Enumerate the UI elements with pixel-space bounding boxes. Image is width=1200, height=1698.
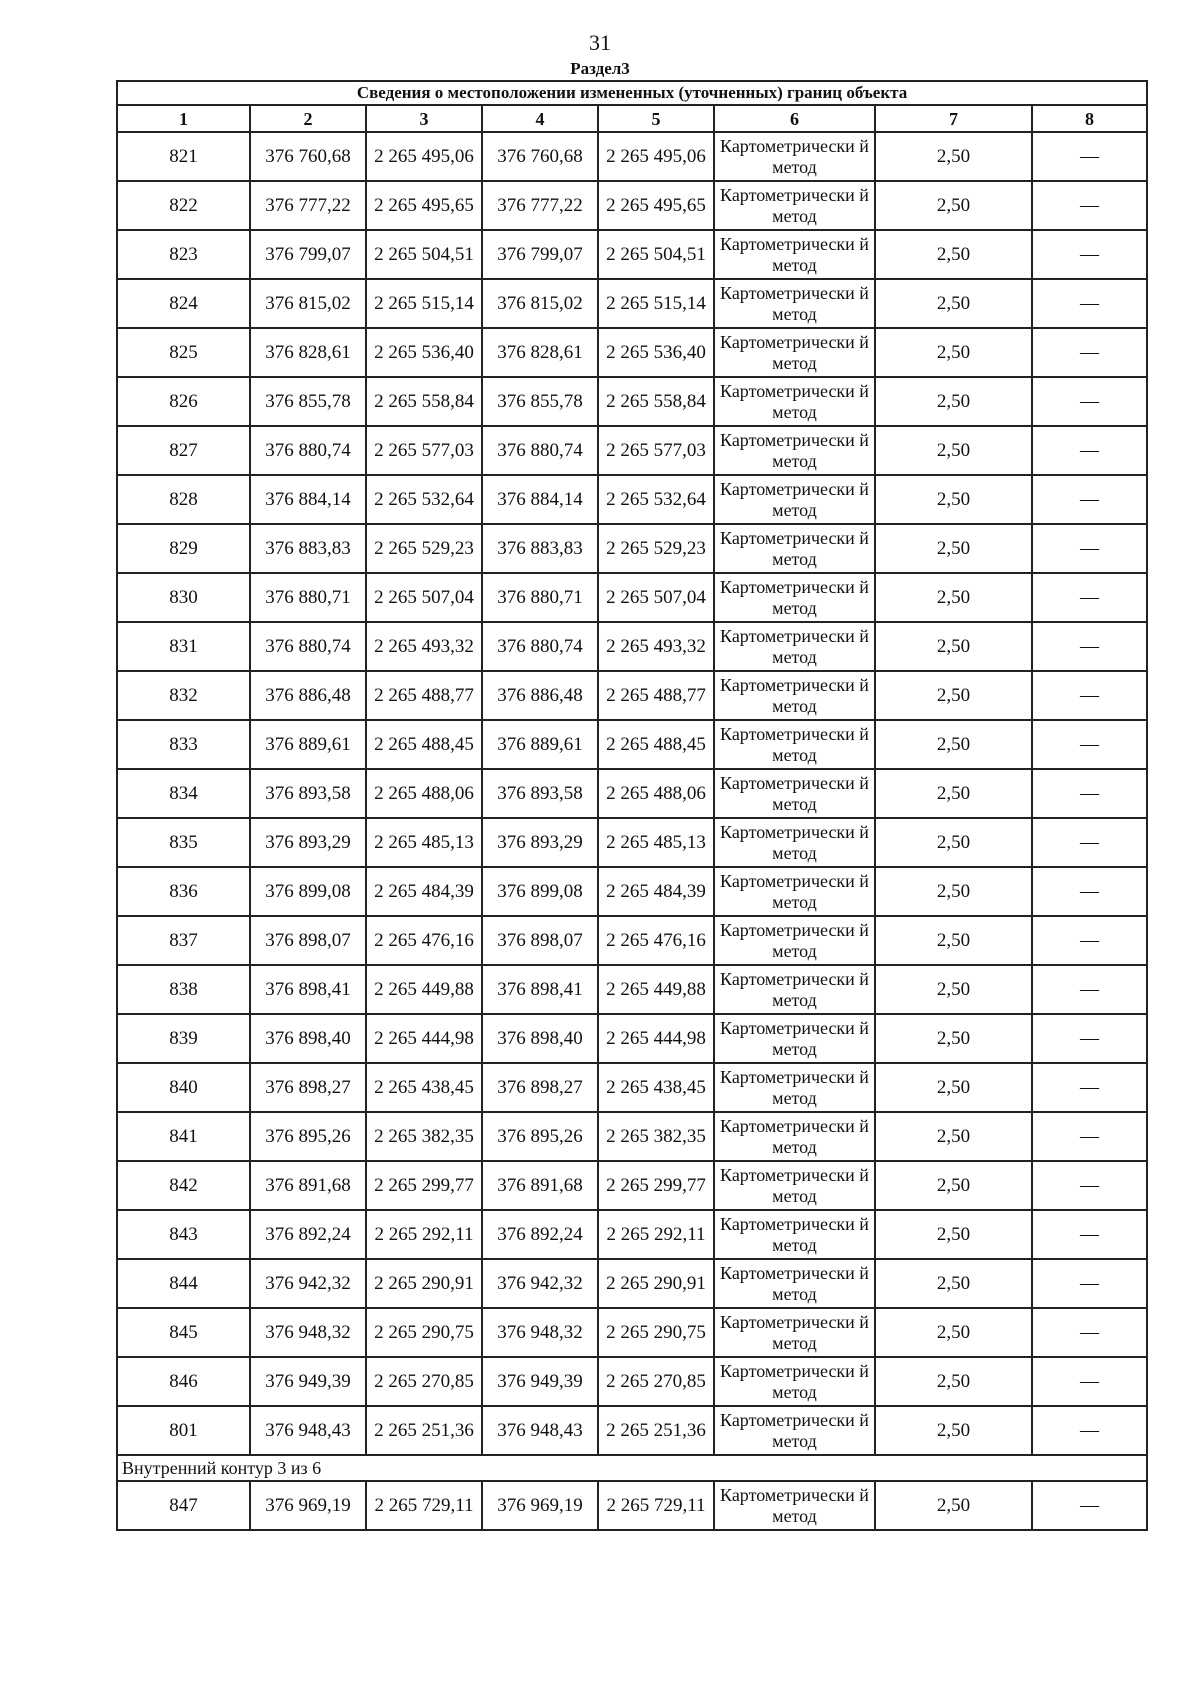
y-coordinate-cell: 2 265 485,13 <box>366 818 482 867</box>
determination-method-cell: Картометрически й метод <box>714 1210 875 1259</box>
y-coordinate-cell: 2 265 577,03 <box>366 426 482 475</box>
x-coordinate-cell: 376 880,74 <box>482 426 598 475</box>
determination-method-cell: Картометрически й метод <box>714 1481 875 1530</box>
y-coordinate-cell: 2 265 507,04 <box>598 573 714 622</box>
y-coordinate-cell: 2 265 488,45 <box>366 720 482 769</box>
description-cell: — <box>1032 132 1147 181</box>
y-coordinate-cell: 2 265 493,32 <box>598 622 714 671</box>
y-coordinate-cell: 2 265 504,51 <box>366 230 482 279</box>
page-number: 31 <box>589 30 611 55</box>
column-number: 6 <box>714 105 875 132</box>
section-title: Раздел3 <box>570 59 630 78</box>
y-coordinate-cell: 2 265 438,45 <box>598 1063 714 1112</box>
determination-method-cell: Картометрически й метод <box>714 720 875 769</box>
x-coordinate-cell: 376 898,07 <box>250 916 366 965</box>
determination-method-cell: Картометрически й метод <box>714 230 875 279</box>
mean-square-error-cell: 2,50 <box>875 769 1032 818</box>
y-coordinate-cell: 2 265 484,39 <box>598 867 714 916</box>
x-coordinate-cell: 376 898,27 <box>482 1063 598 1112</box>
x-coordinate-cell: 376 969,19 <box>250 1481 366 1530</box>
mean-square-error-cell: 2,50 <box>875 377 1032 426</box>
x-coordinate-cell: 376 799,07 <box>482 230 598 279</box>
table-row <box>117 1161 1147 1210</box>
determination-method-cell: Картометрически й метод <box>714 1406 875 1455</box>
x-coordinate-cell: 376 948,32 <box>250 1308 366 1357</box>
y-coordinate-cell: 2 265 444,98 <box>598 1014 714 1063</box>
table-row <box>117 1014 1147 1063</box>
y-coordinate-cell: 2 265 488,06 <box>366 769 482 818</box>
mean-square-error-cell: 2,50 <box>875 916 1032 965</box>
x-coordinate-cell: 376 884,14 <box>482 475 598 524</box>
description-cell: — <box>1032 1481 1147 1530</box>
table-row <box>117 1481 1147 1530</box>
point-number-cell: 834 <box>117 769 250 818</box>
table-row <box>117 1063 1147 1112</box>
point-number-cell: 844 <box>117 1259 250 1308</box>
description-cell: — <box>1032 720 1147 769</box>
mean-square-error-cell: 2,50 <box>875 1014 1032 1063</box>
column-number: 5 <box>598 105 714 132</box>
point-number-cell: 832 <box>117 671 250 720</box>
y-coordinate-cell: 2 265 558,84 <box>598 377 714 426</box>
y-coordinate-cell: 2 265 484,39 <box>366 867 482 916</box>
x-coordinate-cell: 376 760,68 <box>250 132 366 181</box>
table-row <box>117 916 1147 965</box>
mean-square-error-cell: 2,50 <box>875 132 1032 181</box>
column-number-row <box>117 105 1147 132</box>
point-number-cell: 831 <box>117 622 250 671</box>
y-coordinate-cell: 2 265 495,06 <box>366 132 482 181</box>
point-number-cell: 824 <box>117 279 250 328</box>
x-coordinate-cell: 376 895,26 <box>482 1112 598 1161</box>
table-row <box>117 769 1147 818</box>
description-cell: — <box>1032 524 1147 573</box>
mean-square-error-cell: 2,50 <box>875 181 1032 230</box>
x-coordinate-cell: 376 828,61 <box>250 328 366 377</box>
x-coordinate-cell: 376 855,78 <box>482 377 598 426</box>
y-coordinate-cell: 2 265 444,98 <box>366 1014 482 1063</box>
x-coordinate-cell: 376 799,07 <box>250 230 366 279</box>
mean-square-error-cell: 2,50 <box>875 1406 1032 1455</box>
y-coordinate-cell: 2 265 729,11 <box>598 1481 714 1530</box>
y-coordinate-cell: 2 265 558,84 <box>366 377 482 426</box>
table-row <box>117 1406 1147 1455</box>
table-caption-row <box>117 81 1147 105</box>
y-coordinate-cell: 2 265 507,04 <box>366 573 482 622</box>
table-row <box>117 1308 1147 1357</box>
coordinates-table <box>116 80 1148 1531</box>
x-coordinate-cell: 376 948,43 <box>250 1406 366 1455</box>
column-number: 2 <box>250 105 366 132</box>
determination-method-cell: Картометрически й метод <box>714 1357 875 1406</box>
description-cell: — <box>1032 279 1147 328</box>
mean-square-error-cell: 2,50 <box>875 1161 1032 1210</box>
determination-method-cell: Картометрически й метод <box>714 1014 875 1063</box>
description-cell: — <box>1032 1210 1147 1259</box>
description-cell: — <box>1032 1063 1147 1112</box>
table-row <box>117 1210 1147 1259</box>
determination-method-cell: Картометрически й метод <box>714 867 875 916</box>
y-coordinate-cell: 2 265 529,23 <box>598 524 714 573</box>
y-coordinate-cell: 2 265 536,40 <box>598 328 714 377</box>
x-coordinate-cell: 376 855,78 <box>250 377 366 426</box>
table-row <box>117 132 1147 181</box>
y-coordinate-cell: 2 265 292,11 <box>598 1210 714 1259</box>
table-row <box>117 181 1147 230</box>
point-number-cell: 840 <box>117 1063 250 1112</box>
y-coordinate-cell: 2 265 438,45 <box>366 1063 482 1112</box>
y-coordinate-cell: 2 265 299,77 <box>366 1161 482 1210</box>
point-number-cell: 835 <box>117 818 250 867</box>
table-row <box>117 279 1147 328</box>
table-row <box>117 818 1147 867</box>
y-coordinate-cell: 2 265 476,16 <box>366 916 482 965</box>
x-coordinate-cell: 376 777,22 <box>482 181 598 230</box>
determination-method-cell: Картометрически й метод <box>714 622 875 671</box>
y-coordinate-cell: 2 265 495,06 <box>598 132 714 181</box>
description-cell: — <box>1032 328 1147 377</box>
coordinates-table-body <box>117 81 1147 1530</box>
y-coordinate-cell: 2 265 449,88 <box>366 965 482 1014</box>
x-coordinate-cell: 376 891,68 <box>250 1161 366 1210</box>
column-number: 7 <box>875 105 1032 132</box>
point-number-cell: 843 <box>117 1210 250 1259</box>
description-cell: — <box>1032 965 1147 1014</box>
x-coordinate-cell: 376 893,58 <box>482 769 598 818</box>
x-coordinate-cell: 376 886,48 <box>482 671 598 720</box>
y-coordinate-cell: 2 265 290,91 <box>598 1259 714 1308</box>
y-coordinate-cell: 2 265 382,35 <box>366 1112 482 1161</box>
description-cell: — <box>1032 1308 1147 1357</box>
x-coordinate-cell: 376 777,22 <box>250 181 366 230</box>
x-coordinate-cell: 376 898,40 <box>250 1014 366 1063</box>
point-number-cell: 836 <box>117 867 250 916</box>
x-coordinate-cell: 376 892,24 <box>250 1210 366 1259</box>
x-coordinate-cell: 376 880,71 <box>482 573 598 622</box>
description-cell: — <box>1032 1259 1147 1308</box>
determination-method-cell: Картометрически й метод <box>714 1112 875 1161</box>
x-coordinate-cell: 376 969,19 <box>482 1481 598 1530</box>
x-coordinate-cell: 376 883,83 <box>482 524 598 573</box>
y-coordinate-cell: 2 265 729,11 <box>366 1481 482 1530</box>
x-coordinate-cell: 376 815,02 <box>482 279 598 328</box>
point-number-cell: 826 <box>117 377 250 426</box>
x-coordinate-cell: 376 893,58 <box>250 769 366 818</box>
x-coordinate-cell: 376 899,08 <box>250 867 366 916</box>
y-coordinate-cell: 2 265 515,14 <box>598 279 714 328</box>
table-row <box>117 671 1147 720</box>
description-cell: — <box>1032 916 1147 965</box>
y-coordinate-cell: 2 265 270,85 <box>598 1357 714 1406</box>
table-row <box>117 328 1147 377</box>
description-cell: — <box>1032 181 1147 230</box>
description-cell: — <box>1032 1014 1147 1063</box>
table-caption: Сведения о местоположении измененных (уточненных) границ объекта <box>117 81 1147 105</box>
point-number-cell: 801 <box>117 1406 250 1455</box>
y-coordinate-cell: 2 265 488,77 <box>366 671 482 720</box>
mean-square-error-cell: 2,50 <box>875 279 1032 328</box>
x-coordinate-cell: 376 815,02 <box>250 279 366 328</box>
mean-square-error-cell: 2,50 <box>875 1259 1032 1308</box>
x-coordinate-cell: 376 942,32 <box>482 1259 598 1308</box>
point-number-cell: 825 <box>117 328 250 377</box>
determination-method-cell: Картометрически й метод <box>714 279 875 328</box>
table-row <box>117 377 1147 426</box>
x-coordinate-cell: 376 880,74 <box>482 622 598 671</box>
mean-square-error-cell: 2,50 <box>875 573 1032 622</box>
x-coordinate-cell: 376 880,74 <box>250 622 366 671</box>
x-coordinate-cell: 376 895,26 <box>250 1112 366 1161</box>
determination-method-cell: Картометрически й метод <box>714 1063 875 1112</box>
x-coordinate-cell: 376 889,61 <box>482 720 598 769</box>
description-cell: — <box>1032 475 1147 524</box>
mean-square-error-cell: 2,50 <box>875 475 1032 524</box>
x-coordinate-cell: 376 886,48 <box>250 671 366 720</box>
point-number-cell: 827 <box>117 426 250 475</box>
x-coordinate-cell: 376 948,32 <box>482 1308 598 1357</box>
mean-square-error-cell: 2,50 <box>875 867 1032 916</box>
x-coordinate-cell: 376 893,29 <box>482 818 598 867</box>
x-coordinate-cell: 376 898,40 <box>482 1014 598 1063</box>
y-coordinate-cell: 2 265 577,03 <box>598 426 714 475</box>
x-coordinate-cell: 376 898,27 <box>250 1063 366 1112</box>
determination-method-cell: Картометрически й метод <box>714 769 875 818</box>
x-coordinate-cell: 376 880,74 <box>250 426 366 475</box>
determination-method-cell: Картометрически й метод <box>714 524 875 573</box>
y-coordinate-cell: 2 265 532,64 <box>366 475 482 524</box>
point-number-cell: 837 <box>117 916 250 965</box>
y-coordinate-cell: 2 265 290,91 <box>366 1259 482 1308</box>
y-coordinate-cell: 2 265 504,51 <box>598 230 714 279</box>
point-number-cell: 833 <box>117 720 250 769</box>
mean-square-error-cell: 2,50 <box>875 426 1032 475</box>
x-coordinate-cell: 376 898,07 <box>482 916 598 965</box>
point-number-cell: 823 <box>117 230 250 279</box>
table-row <box>117 475 1147 524</box>
point-number-cell: 830 <box>117 573 250 622</box>
description-cell: — <box>1032 671 1147 720</box>
point-number-cell: 838 <box>117 965 250 1014</box>
y-coordinate-cell: 2 265 382,35 <box>598 1112 714 1161</box>
y-coordinate-cell: 2 265 532,64 <box>598 475 714 524</box>
point-number-cell: 821 <box>117 132 250 181</box>
column-number: 1 <box>117 105 250 132</box>
determination-method-cell: Картометрически й метод <box>714 1161 875 1210</box>
mean-square-error-cell: 2,50 <box>875 1481 1032 1530</box>
description-cell: — <box>1032 769 1147 818</box>
table-row <box>117 524 1147 573</box>
x-coordinate-cell: 376 760,68 <box>482 132 598 181</box>
determination-method-cell: Картометрически й метод <box>714 1308 875 1357</box>
determination-method-cell: Картометрически й метод <box>714 328 875 377</box>
y-coordinate-cell: 2 265 488,77 <box>598 671 714 720</box>
point-number-cell: 828 <box>117 475 250 524</box>
mean-square-error-cell: 2,50 <box>875 524 1032 573</box>
y-coordinate-cell: 2 265 493,32 <box>366 622 482 671</box>
table-row <box>117 622 1147 671</box>
x-coordinate-cell: 376 948,43 <box>482 1406 598 1455</box>
y-coordinate-cell: 2 265 290,75 <box>366 1308 482 1357</box>
mean-square-error-cell: 2,50 <box>875 328 1032 377</box>
x-coordinate-cell: 376 883,83 <box>250 524 366 573</box>
y-coordinate-cell: 2 265 476,16 <box>598 916 714 965</box>
mean-square-error-cell: 2,50 <box>875 1308 1032 1357</box>
point-number-cell: 822 <box>117 181 250 230</box>
point-number-cell: 842 <box>117 1161 250 1210</box>
description-cell: — <box>1032 426 1147 475</box>
determination-method-cell: Картометрически й метод <box>714 132 875 181</box>
mean-square-error-cell: 2,50 <box>875 671 1032 720</box>
point-number-cell: 845 <box>117 1308 250 1357</box>
determination-method-cell: Картометрически й метод <box>714 916 875 965</box>
y-coordinate-cell: 2 265 449,88 <box>598 965 714 1014</box>
x-coordinate-cell: 376 828,61 <box>482 328 598 377</box>
y-coordinate-cell: 2 265 488,06 <box>598 769 714 818</box>
determination-method-cell: Картометрически й метод <box>714 671 875 720</box>
table-row <box>117 1259 1147 1308</box>
determination-method-cell: Картометрически й метод <box>714 426 875 475</box>
y-coordinate-cell: 2 265 290,75 <box>598 1308 714 1357</box>
y-coordinate-cell: 2 265 270,85 <box>366 1357 482 1406</box>
y-coordinate-cell: 2 265 251,36 <box>598 1406 714 1455</box>
x-coordinate-cell: 376 893,29 <box>250 818 366 867</box>
description-cell: — <box>1032 622 1147 671</box>
y-coordinate-cell: 2 265 536,40 <box>366 328 482 377</box>
x-coordinate-cell: 376 891,68 <box>482 1161 598 1210</box>
point-number-cell: 829 <box>117 524 250 573</box>
x-coordinate-cell: 376 898,41 <box>482 965 598 1014</box>
determination-method-cell: Картометрически й метод <box>714 181 875 230</box>
y-coordinate-cell: 2 265 299,77 <box>598 1161 714 1210</box>
description-cell: — <box>1032 867 1147 916</box>
x-coordinate-cell: 376 949,39 <box>250 1357 366 1406</box>
table-row <box>117 1112 1147 1161</box>
x-coordinate-cell: 376 942,32 <box>250 1259 366 1308</box>
determination-method-cell: Картометрически й метод <box>714 965 875 1014</box>
column-number: 4 <box>482 105 598 132</box>
y-coordinate-cell: 2 265 495,65 <box>598 181 714 230</box>
y-coordinate-cell: 2 265 488,45 <box>598 720 714 769</box>
column-number: 8 <box>1032 105 1147 132</box>
x-coordinate-cell: 376 884,14 <box>250 475 366 524</box>
description-cell: — <box>1032 1406 1147 1455</box>
mean-square-error-cell: 2,50 <box>875 1357 1032 1406</box>
x-coordinate-cell: 376 898,41 <box>250 965 366 1014</box>
determination-method-cell: Картометрически й метод <box>714 1259 875 1308</box>
mean-square-error-cell: 2,50 <box>875 818 1032 867</box>
description-cell: — <box>1032 573 1147 622</box>
determination-method-cell: Картометрически й метод <box>714 818 875 867</box>
description-cell: — <box>1032 1161 1147 1210</box>
table-row <box>117 720 1147 769</box>
column-number: 3 <box>366 105 482 132</box>
point-number-cell: 847 <box>117 1481 250 1530</box>
mean-square-error-cell: 2,50 <box>875 230 1032 279</box>
determination-method-cell: Картометрически й метод <box>714 377 875 426</box>
description-cell: — <box>1032 377 1147 426</box>
description-cell: — <box>1032 230 1147 279</box>
mean-square-error-cell: 2,50 <box>875 965 1032 1014</box>
table-row <box>117 1357 1147 1406</box>
x-coordinate-cell: 376 949,39 <box>482 1357 598 1406</box>
point-number-cell: 839 <box>117 1014 250 1063</box>
mean-square-error-cell: 2,50 <box>875 1063 1032 1112</box>
description-cell: — <box>1032 1112 1147 1161</box>
x-coordinate-cell: 376 892,24 <box>482 1210 598 1259</box>
table-row <box>117 230 1147 279</box>
description-cell: — <box>1032 818 1147 867</box>
y-coordinate-cell: 2 265 529,23 <box>366 524 482 573</box>
y-coordinate-cell: 2 265 292,11 <box>366 1210 482 1259</box>
x-coordinate-cell: 376 899,08 <box>482 867 598 916</box>
x-coordinate-cell: 376 889,61 <box>250 720 366 769</box>
x-coordinate-cell: 376 880,71 <box>250 573 366 622</box>
description-cell: — <box>1032 1357 1147 1406</box>
y-coordinate-cell: 2 265 251,36 <box>366 1406 482 1455</box>
table-row <box>117 965 1147 1014</box>
determination-method-cell: Картометрически й метод <box>714 573 875 622</box>
table-row <box>117 573 1147 622</box>
point-number-cell: 841 <box>117 1112 250 1161</box>
mean-square-error-cell: 2,50 <box>875 720 1032 769</box>
mean-square-error-cell: 2,50 <box>875 1112 1032 1161</box>
contour-label: Внутренний контур 3 из 6 <box>117 1455 1147 1481</box>
y-coordinate-cell: 2 265 515,14 <box>366 279 482 328</box>
table-row <box>117 867 1147 916</box>
mean-square-error-cell: 2,50 <box>875 1210 1032 1259</box>
point-number-cell: 846 <box>117 1357 250 1406</box>
table-row <box>117 426 1147 475</box>
determination-method-cell: Картометрически й метод <box>714 475 875 524</box>
y-coordinate-cell: 2 265 485,13 <box>598 818 714 867</box>
mean-square-error-cell: 2,50 <box>875 622 1032 671</box>
y-coordinate-cell: 2 265 495,65 <box>366 181 482 230</box>
contour-row <box>117 1455 1147 1481</box>
